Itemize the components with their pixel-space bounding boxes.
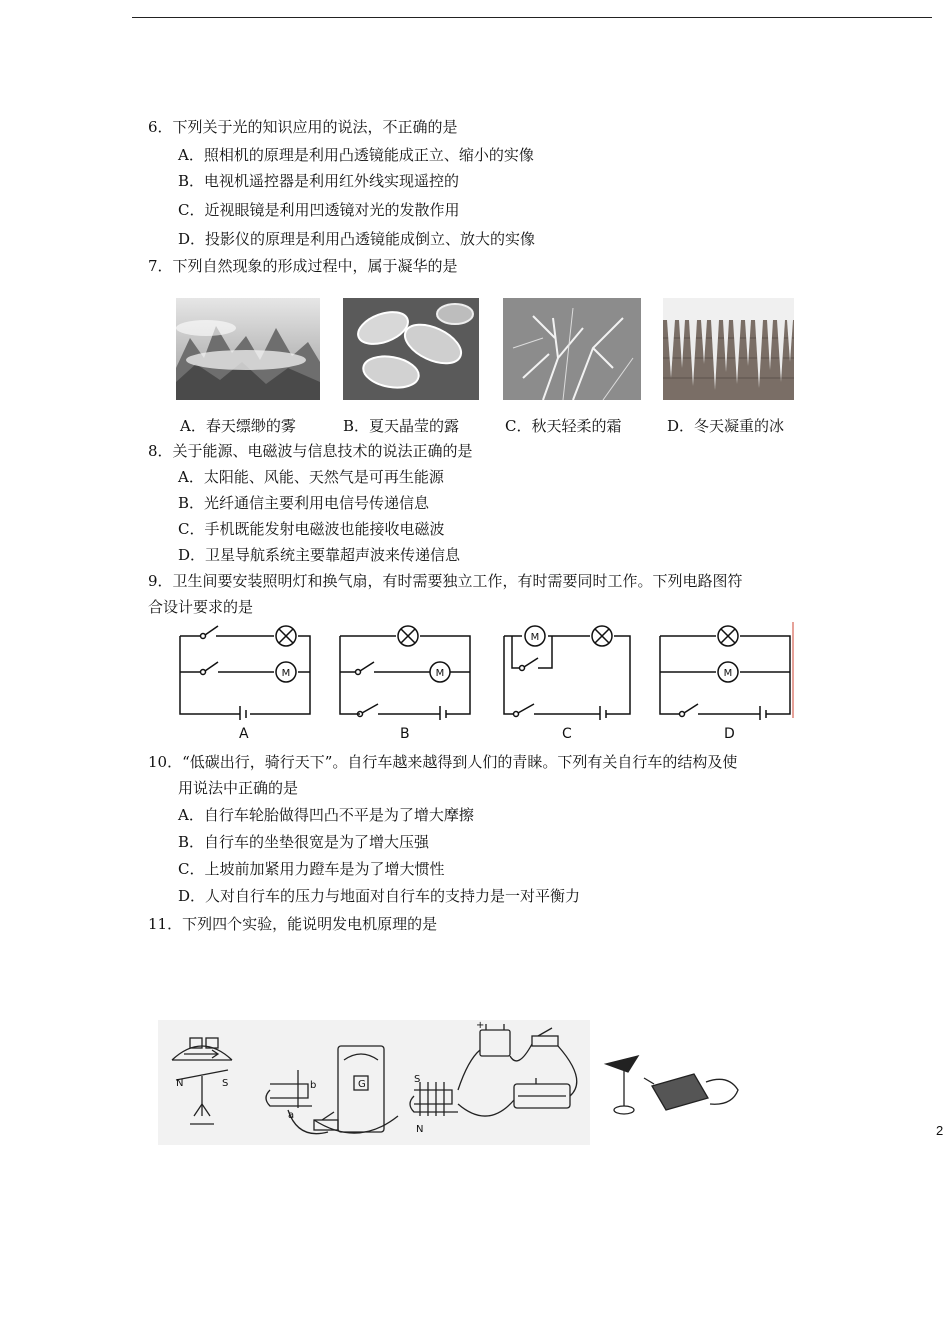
q10-stem-line2: 用说法中正确的是 [178, 779, 299, 797]
label-n-1: N [176, 1078, 184, 1089]
label-a: a [288, 1110, 295, 1121]
circuit-a [180, 626, 310, 720]
q9-circuit-diagrams [0, 620, 950, 720]
q6-option-b: B．电视机遥控器是利用红外线实现遥控的 [178, 172, 460, 190]
q8-option-a: A．太阳能、风能、天然气是可再生能源 [178, 468, 444, 486]
label-s-2: S [414, 1074, 421, 1085]
label-g: G [358, 1079, 366, 1090]
q7-stem: 7．下列自然现象的形成过程中，属于凝华的是 [148, 257, 458, 275]
q10-option-c: C．上坡前加紧用力蹬车是为了增大惯性 [178, 860, 445, 878]
circuit-label-a: A [239, 726, 249, 742]
label-s-1: S [222, 1078, 229, 1089]
q10-option-d: D．人对自行车的压力与地面对自行车的支持力是一对平衡力 [178, 887, 581, 905]
circuit-label-c: C [562, 726, 572, 742]
q9-stem-line2: 合设计要求的是 [148, 598, 254, 616]
circuit-label-d: D [724, 726, 735, 742]
ice-photo [663, 298, 794, 400]
circuit-c [504, 626, 630, 720]
q7-caption-c: C．秋天轻柔的霜 [505, 417, 622, 435]
q11-stem: 11．下列四个实验，能说明发电机原理的是 [148, 915, 438, 933]
frost-photo [503, 298, 641, 400]
motor-label-b: M [435, 668, 445, 679]
q10-option-a: A．自行车轮胎做得凹凸不平是为了增大摩擦 [178, 806, 474, 824]
q8-option-b: B．光纤通信主要利用电信号传递信息 [178, 494, 430, 512]
motor-label-d: M [723, 668, 733, 679]
fog-photo [176, 298, 320, 400]
label-b: b [310, 1080, 317, 1091]
dew-photo [343, 298, 479, 400]
q6-option-a: A．照相机的原理是利用凸透镜能成正立、缩小的实像 [178, 146, 534, 164]
q8-option-d: D．卫星导航系统主要靠超声波来传递信息 [178, 546, 461, 564]
circuit-b [340, 626, 470, 720]
page-number: 2 [936, 1123, 944, 1138]
circuit-label-b: B [400, 726, 410, 742]
q10-option-b: B．自行车的坐垫很宽是为了增大压强 [178, 833, 430, 851]
motor-label-a: M [281, 668, 291, 679]
q7-caption-d: D．冬天凝重的冰 [667, 417, 785, 435]
q10-stem-line1: 10．“低碳出行，骑行天下”。自行车越来越得到人们的青睐。下列有关自行车的结构及使 [148, 753, 738, 771]
q6-stem: 6．下列关于光的知识应用的说法，不正确的是 [148, 118, 458, 136]
q6-option-d: D．投影仪的原理是利用凸透镜能成倒立、放大的实像 [178, 230, 536, 248]
motor-label-c: M [530, 632, 540, 643]
q7-caption-b: B．夏天晶莹的露 [343, 417, 460, 435]
label-n-2: N [416, 1124, 424, 1135]
q9-stem-line1: 9．卫生间要安装照明灯和换气扇，有时需要独立工作，有时需要同时工作。下列电路图符 [148, 572, 743, 590]
q8-option-c: C．手机既能发射电磁波也能接收电磁波 [178, 520, 445, 538]
q7-caption-a: A．春天缥缈的雾 [180, 417, 296, 435]
q6-option-c: C．近视眼镜是利用凹透镜对光的发散作用 [178, 201, 460, 219]
header-rule [132, 17, 932, 18]
q11-experiments-figure [158, 1020, 758, 1145]
label-plus: + [476, 1020, 485, 1031]
q8-stem: 8．关于能源、电磁波与信息技术的说法正确的是 [148, 442, 473, 460]
magnet-compass-experiment [606, 1056, 738, 1114]
